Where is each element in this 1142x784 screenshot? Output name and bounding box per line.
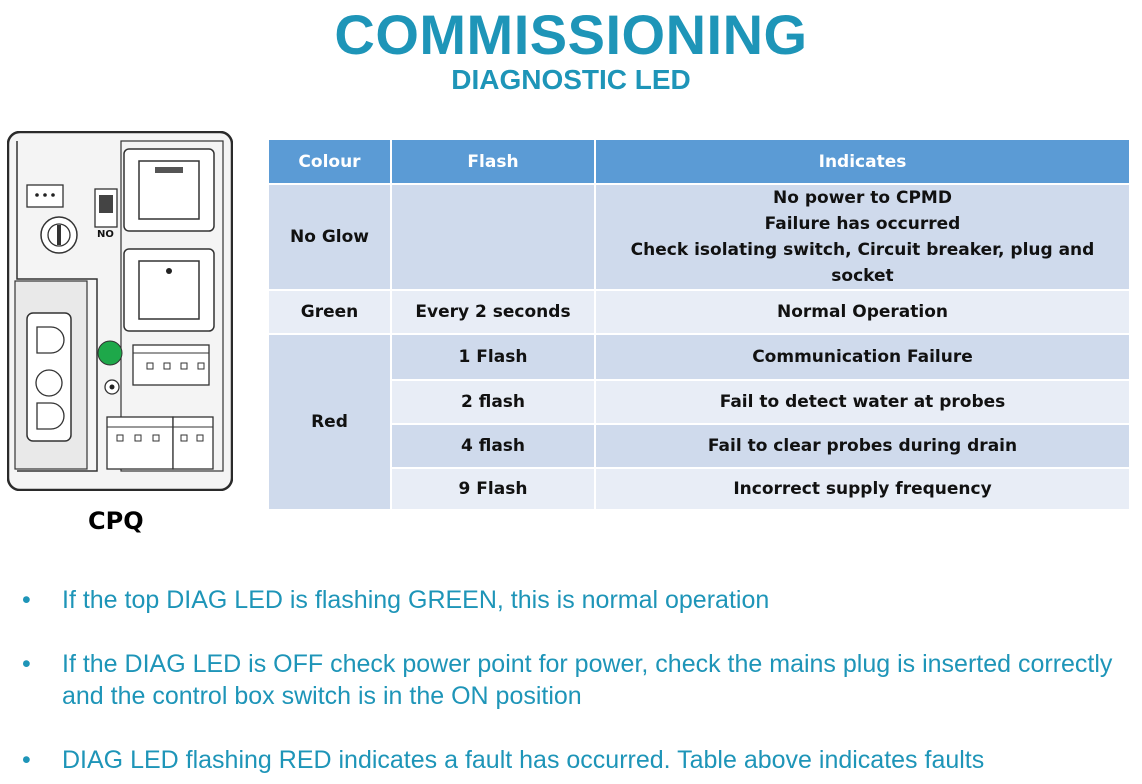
cell-flash: 2 flash [391, 380, 595, 424]
list-item [22, 744, 1122, 776]
cell-indicates: Normal Operation [595, 290, 1130, 334]
bullet-icon: • [22, 650, 31, 678]
table-row-no-glow [269, 184, 1130, 290]
indicates-line: Check isolating switch, Circuit breaker, plug and socket [630, 240, 1095, 286]
table-row-red-1 [269, 334, 1130, 380]
cell-colour: Red [269, 334, 391, 510]
device-label: CPQ [88, 507, 144, 535]
cell-indicates: Communication Failure [595, 334, 1130, 380]
indicates-line: No power to CPMD [773, 188, 952, 208]
header-flash: Flash [391, 140, 595, 184]
page-title: COMMISSIONING [334, 3, 808, 66]
cell-flash: 9 Flash [391, 468, 595, 510]
cell-flash: Every 2 seconds [391, 290, 595, 334]
diag-led [98, 341, 122, 365]
table-row-red-2 [269, 380, 1130, 424]
list-item [22, 584, 1122, 616]
header-colour: Colour [269, 140, 391, 184]
bullet-icon: • [22, 746, 31, 774]
cpq-board-diagram [7, 131, 233, 491]
cell-flash [391, 184, 595, 290]
cell-flash: 4 flash [391, 424, 595, 468]
cell-indicates: Fail to detect water at probes [595, 380, 1130, 424]
table-row-red-4 [269, 424, 1130, 468]
bullet-text: If the top DIAG LED is flashing GREEN, this is normal operation [62, 586, 770, 614]
notes-list [22, 584, 1122, 776]
bullet-icon: • [22, 586, 31, 614]
header-indicates: Indicates [595, 140, 1130, 184]
cpq-board-illustration [7, 131, 233, 491]
bullet-text: DIAG LED flashing RED indicates a fault has occurred. Table above indicates faults [62, 746, 985, 774]
cell-indicates: Fail to clear probes during drain [595, 424, 1130, 468]
cell-colour: No Glow [269, 184, 391, 290]
bullet-text: If the DIAG LED is OFF check power point for power, check the mains plug is inserted correctly and the control box switch is in the ON position [62, 650, 1113, 710]
cell-indicates: Incorrect supply frequency [595, 468, 1130, 510]
page-subtitle: DIAGNOSTIC LED [451, 64, 691, 95]
list-item [22, 648, 1122, 712]
table-row-green [269, 290, 1130, 334]
diagnostic-led-table [269, 140, 1131, 511]
indicates-line: Failure has occurred [764, 214, 961, 234]
cell-indicates [595, 184, 1130, 290]
cell-colour: Green [269, 290, 391, 334]
table-row-red-9 [269, 468, 1130, 510]
cell-flash: 1 Flash [391, 334, 595, 380]
table-header-row [269, 140, 1130, 184]
switch-label: NO [97, 229, 114, 240]
